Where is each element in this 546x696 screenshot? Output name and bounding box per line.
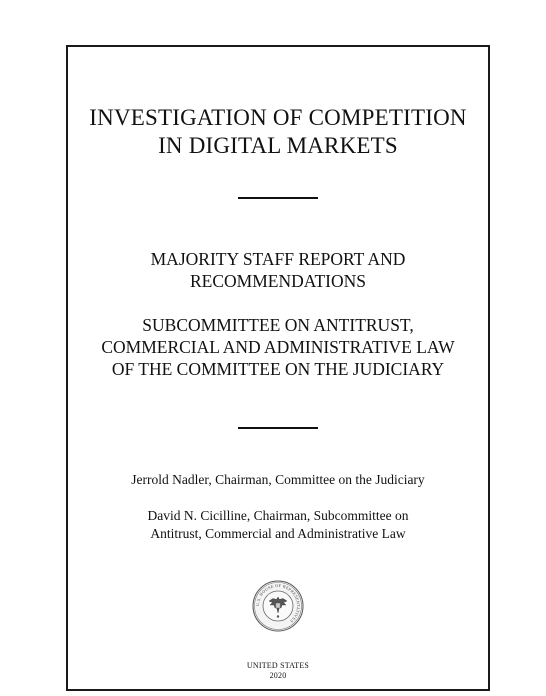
title-line-2: IN DIGITAL MARKETS — [158, 133, 398, 158]
divider-bottom — [238, 427, 318, 429]
committee-chairman — [68, 471, 488, 489]
document-title — [68, 104, 488, 160]
divider-top — [238, 197, 318, 199]
committee-line-1: SUBCOMMITTEE ON ANTITRUST, — [142, 315, 414, 335]
subcommittee-chairman — [68, 507, 488, 543]
footer-year: 2020 — [269, 671, 287, 680]
report-type-line-1: MAJORITY STAFF REPORT AND — [150, 249, 406, 269]
page-border — [66, 45, 490, 691]
house-seal-icon — [252, 580, 304, 632]
chairman-line: Jerrold Nadler, Chairman, Committee on the Judiciary — [131, 472, 425, 487]
report-type — [68, 248, 488, 292]
title-line-1: INVESTIGATION OF COMPETITION — [89, 105, 467, 130]
committee-line-3: OF THE COMMITTEE ON THE JUDICIARY — [111, 359, 445, 379]
seal-text: U.S. HOUSE OF REPRESENTATIVES — [254, 582, 302, 624]
committee-name — [68, 314, 488, 380]
subcommittee-chairman-line-2: Antitrust, Commercial and Administrative Law — [150, 526, 406, 541]
committee-line-2: COMMERCIAL AND ADMINISTRATIVE LAW — [101, 337, 455, 357]
subcommittee-chairman-line-1: David N. Cicilline, Chairman, Subcommittee on — [147, 508, 409, 523]
footer-country: UNITED STATES — [246, 661, 310, 670]
report-type-line-2: RECOMMENDATIONS — [190, 271, 366, 291]
